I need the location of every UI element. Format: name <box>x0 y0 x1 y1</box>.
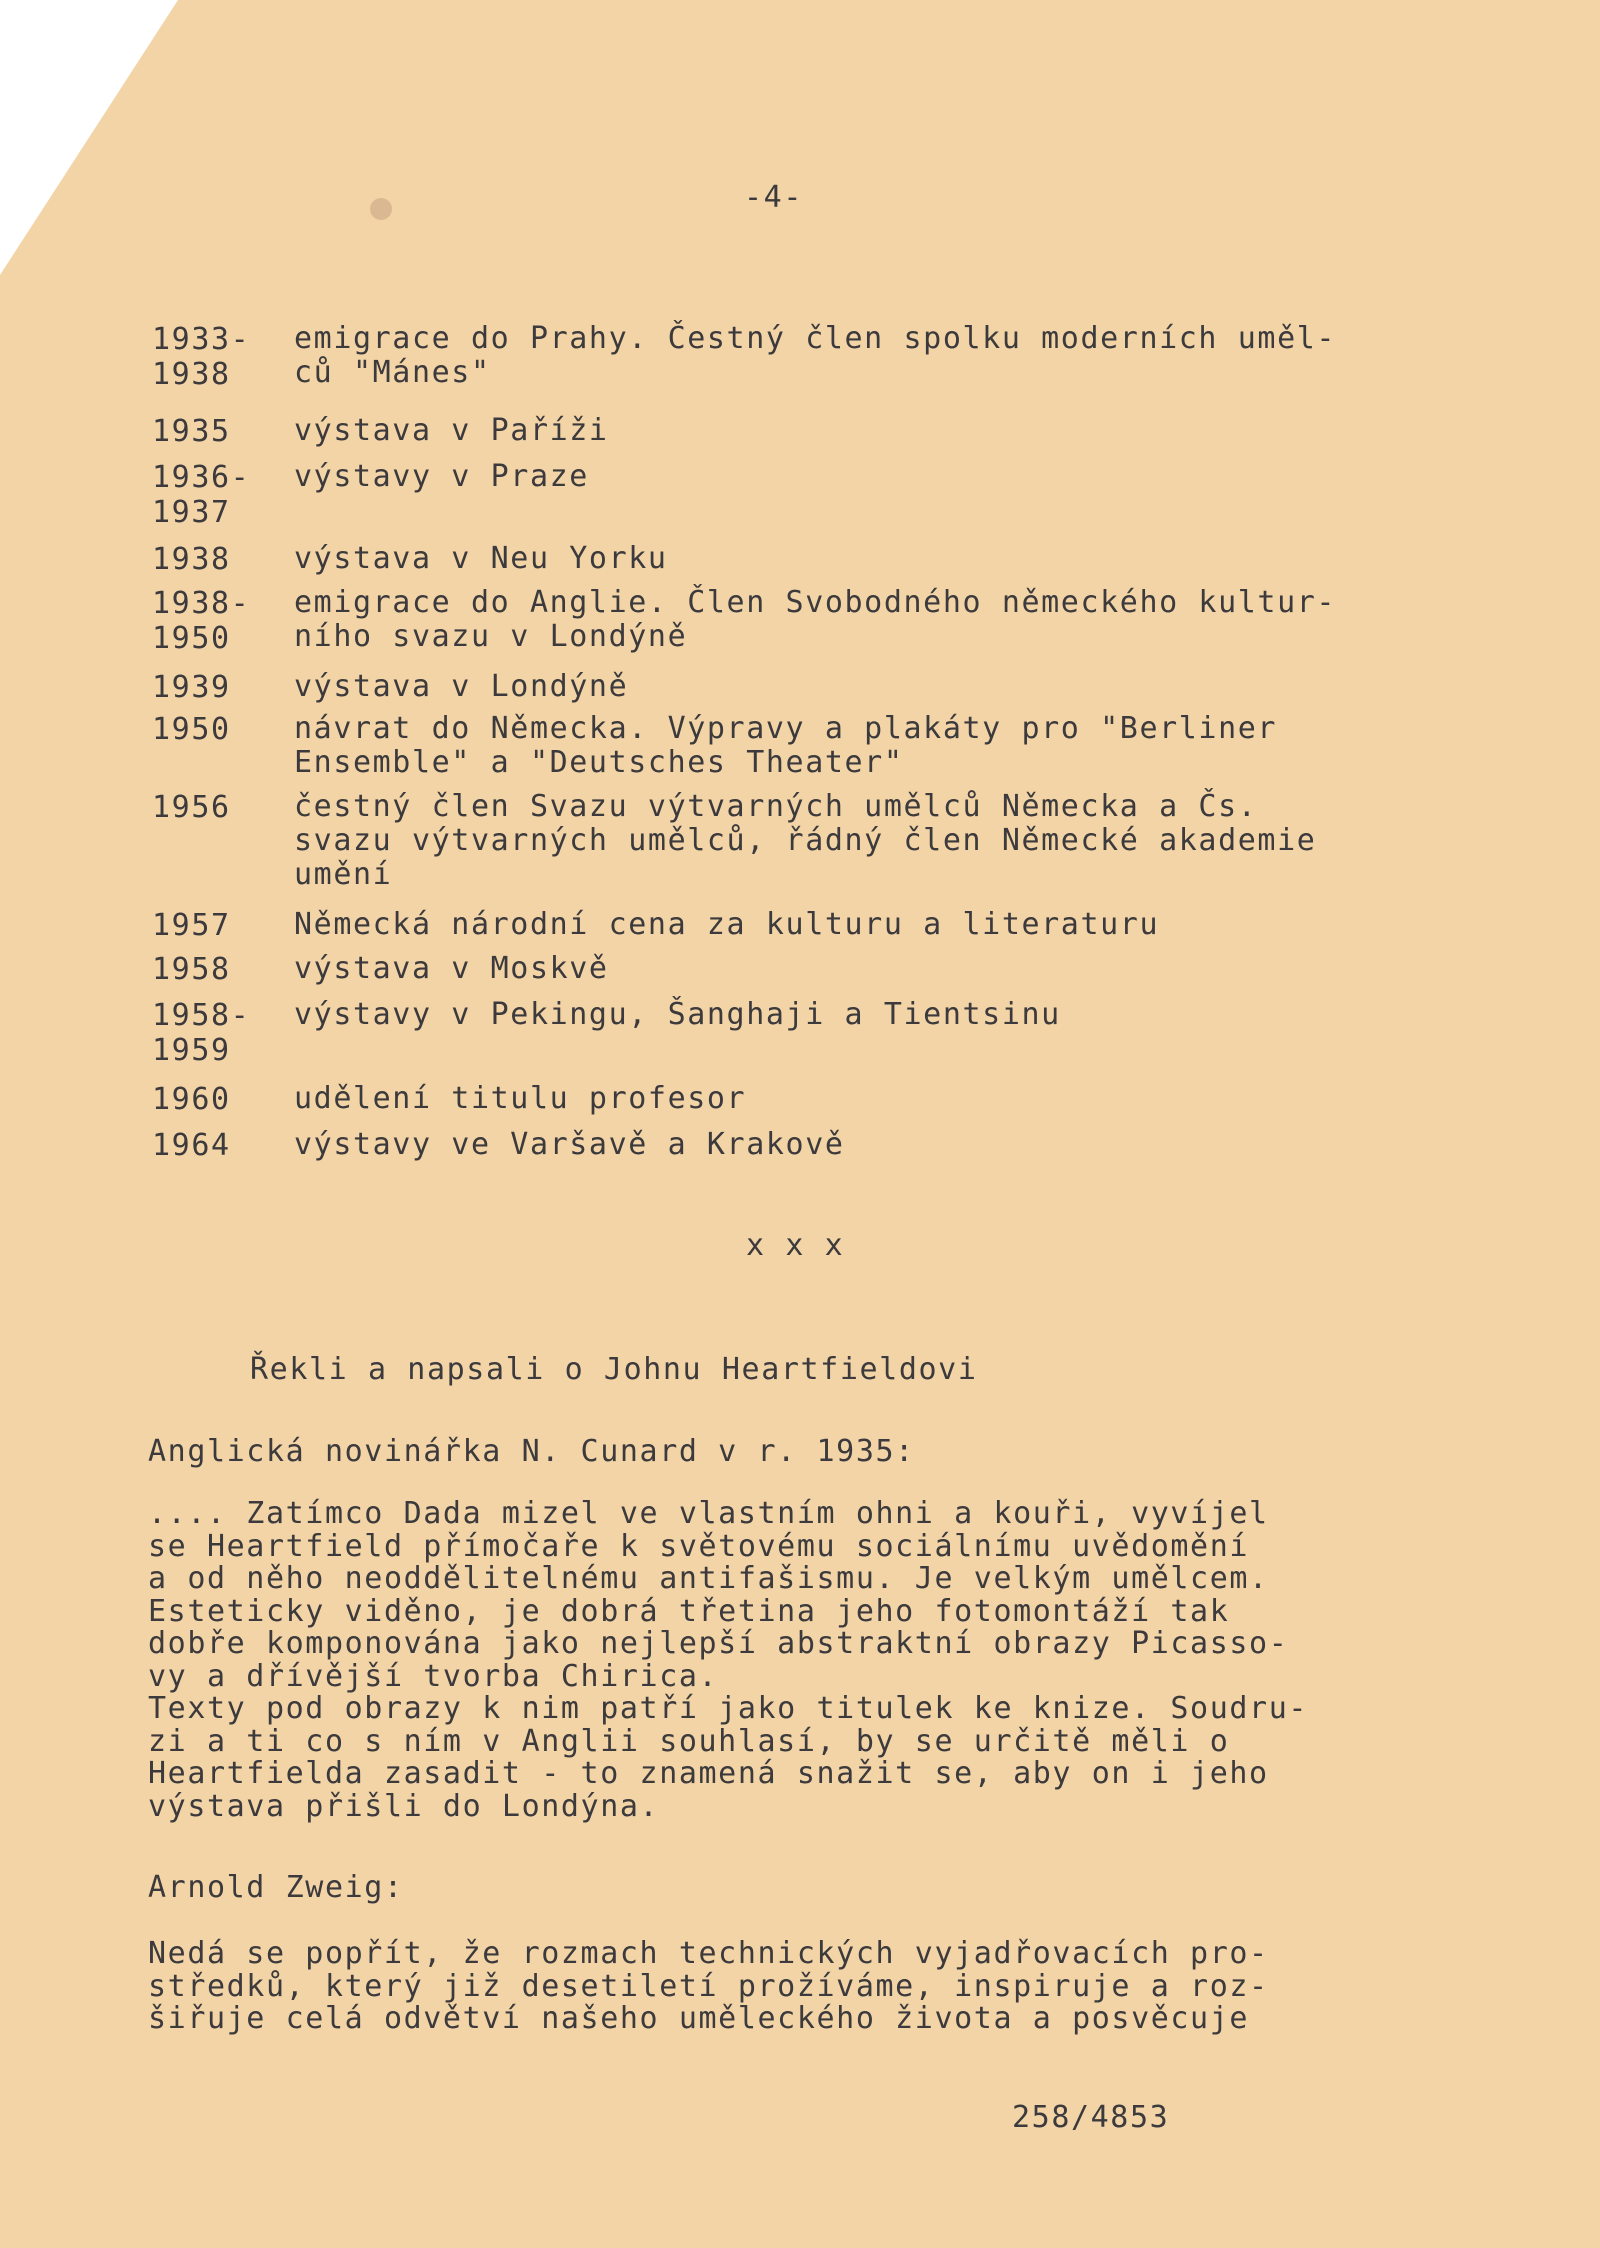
section-heading: Řekli a napsali o Johnu Heartfieldovi <box>250 1352 978 1387</box>
chronology-year: 1935 <box>152 414 231 449</box>
chronology-row <box>152 712 1392 790</box>
chronology-row <box>152 586 1392 670</box>
quote-attribution: Arnold Zweig: <box>148 1870 404 1905</box>
chronology-list <box>152 322 1392 1168</box>
quote-attribution: Anglická novinářka N. Cunard v r. 1935: <box>148 1434 915 1469</box>
chronology-year: 1957 <box>152 908 231 943</box>
chronology-year: 1956 <box>152 790 231 825</box>
chronology-year: 1958- 1959 <box>152 998 251 1068</box>
section-separator: x x x <box>746 1228 845 1263</box>
chronology-text: výstava v Paříži <box>294 413 609 448</box>
punch-hole-mark <box>370 198 392 220</box>
chronology-row <box>152 1128 1392 1168</box>
chronology-year: 1960 <box>152 1082 231 1117</box>
chronology-year: 1938- 1950 <box>152 586 251 656</box>
chronology-year: 1933- 1938 <box>152 322 251 392</box>
chronology-year: 1958 <box>152 952 231 987</box>
chronology-text: Německá národní cena za kulturu a literaturu <box>294 907 1160 942</box>
quote-text: Nedá se popřít, že rozmach technických vyjadřovacích pro- středků, který již desetiletí prožíváme, inspiruje a roz- šiřuje celá odvětví našeho uměleckého života a posvěcuje <box>148 1936 1269 2036</box>
chronology-year: 1936- 1937 <box>152 460 251 530</box>
chronology-year: 1950 <box>152 712 231 747</box>
chronology-text: výstava v Moskvě <box>294 951 609 986</box>
chronology-text: výstavy v Praze <box>294 459 589 494</box>
page-number: -4- <box>744 180 803 215</box>
chronology-text: návrat do Německa. Výpravy a plakáty pro "Berliner Ensemble" a "Deutsches Theater" <box>294 711 1278 780</box>
chronology-row <box>152 952 1392 998</box>
chronology-row <box>152 542 1392 586</box>
chronology-year: 1939 <box>152 670 231 705</box>
chronology-text: emigrace do Anglie. Člen Svobodného německého kultur- ního svazu v Londýně <box>294 585 1337 654</box>
archive-reference-number: 258/4853 <box>1012 2100 1170 2135</box>
chronology-text: výstava v Londýně <box>294 669 629 704</box>
chronology-row <box>152 670 1392 712</box>
quote-text: .... Zatímco Dada mizel ve vlastním ohni a kouři, vyvíjel se Heartfield přímočaře k světovému sociálnímu uvědomění a od něho neoddělitelnému antifašismu. Je velkým umělcem. Esteticky viděno, je dobrá třetina jeho fotomontáží tak dobře komponována jako nejlepší abstraktní obrazy Picasso- vy a dřívější tvorba Chirica. Texty pod obrazy k nim patří jako titulek ke knize. Soudru- zi a ti co s ním v Anglii souhlasí, by se určitě měli o Heartfielda zasadit - to znamená snažit se, aby on i jeho výstava přišli do Londýna. <box>148 1496 1309 1824</box>
chronology-text: emigrace do Prahy. Čestný člen spolku moderních uměl- ců "Mánes" <box>294 321 1337 390</box>
chronology-row <box>152 998 1392 1082</box>
chronology-text: udělení titulu profesor <box>294 1081 747 1116</box>
chronology-year: 1938 <box>152 542 231 577</box>
chronology-row <box>152 790 1392 908</box>
chronology-text: výstava v Neu Yorku <box>294 541 668 576</box>
chronology-year: 1964 <box>152 1128 231 1163</box>
chronology-row <box>152 1082 1392 1128</box>
chronology-row <box>152 460 1392 542</box>
chronology-row <box>152 322 1392 414</box>
chronology-row <box>152 908 1392 952</box>
chronology-row <box>152 414 1392 460</box>
chronology-text: čestný člen Svazu výtvarných umělců Německa a Čs. svazu výtvarných umělců, řádný člen Německé akademie umění <box>294 789 1317 892</box>
chronology-text: výstavy ve Varšavě a Krakově <box>294 1127 845 1162</box>
chronology-text: výstavy v Pekingu, Šanghaji a Tientsinu <box>294 997 1061 1032</box>
